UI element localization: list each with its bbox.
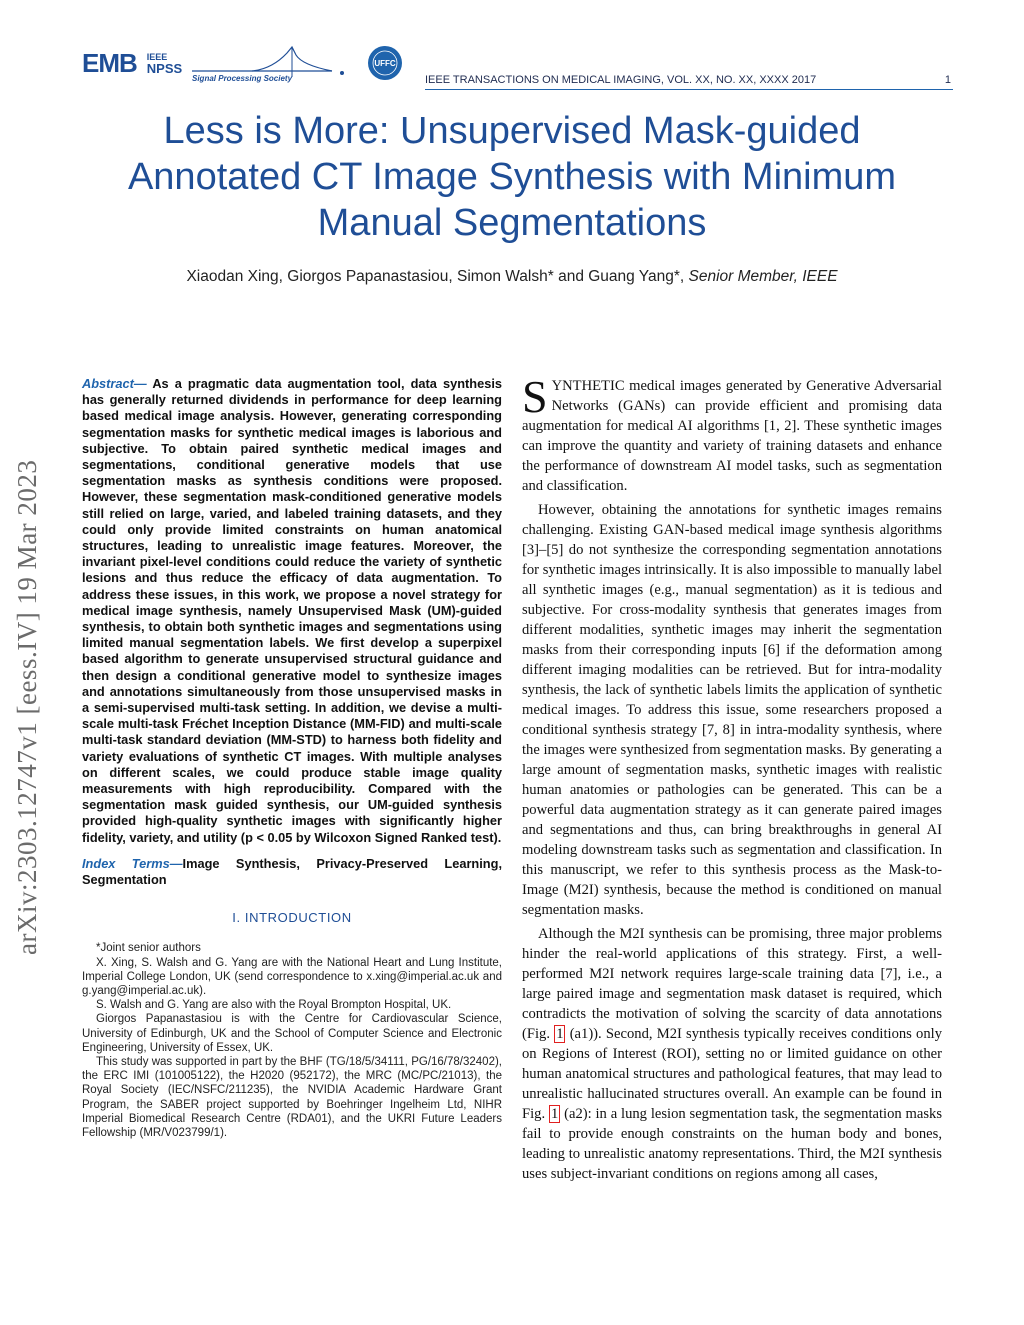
- author-names: Xiaodan Xing, Giorgos Papanastasiou, Simon Walsh* and Guang Yang*,: [186, 268, 689, 285]
- abstract: [82, 376, 502, 846]
- footnote: *Joint senior authors: [96, 942, 201, 955]
- footnote: S. Walsh and G. Yang are also with the Royal Brompton Hospital, UK.: [96, 999, 452, 1012]
- npss-logo-text: NPSS: [146, 60, 183, 76]
- paragraph-text: Although the M2I synthesis can be promising, three major problems hinder the real-world applications of this strategy. First, a well-performed M2I network requires large-scale training data [7], i.e., a large paired image and segmentation mask dataset is required, which contradicts the motivation of solving the scarcity of data annotations (Fig.: [522, 926, 942, 1042]
- journal-info: IEEE TRANSACTIONS ON MEDICAL IMAGING, VOL. XX, NO. XX, XXXX 2017: [425, 74, 817, 86]
- figure-link[interactable]: 1: [550, 1106, 559, 1122]
- footnote: Giorgos Papanastasiou is with the Centre for Cardiovascular Science, University of Edinburgh, UK and the School of Computer Science and Electronic Engineering, University of Essex, UK.: [82, 1013, 502, 1054]
- index-terms-label: Index Terms—: [82, 855, 183, 871]
- right-column: [522, 371, 943, 1188]
- uffc-logo: [367, 45, 403, 81]
- left-column: [82, 376, 502, 1140]
- abstract-label: Abstract—: [82, 376, 147, 391]
- running-head: [425, 74, 953, 90]
- footnote: X. Xing, S. Walsh and G. Yang are with the National Heart and Lung Institute, Imperial College London, UK (send correspondence to x.xing@imperial.ac.uk and g.yang@imperial.ac.uk).: [82, 956, 502, 997]
- author-membership: Senior Member, IEEE: [688, 268, 838, 285]
- section-heading-introduction: I. INTRODUCTION: [232, 910, 352, 926]
- emb-logo: EMB: [82, 47, 137, 78]
- body-paragraph: However, obtaining the annotations for synthetic images remains challenging. Existing GAN-based medical image synthesis algorithms [3]–[5] do not synthesize the corresponding segmentation annotations for synthetic images intrinsically. It is also impossible to manually label all synthetic images (e.g., manual segmentation) as it is tedious and subjective. For cross-modality synthesis that generates images from different modalities, synthetic images may inherit the segmentation masks from their corresponding inputs [6] if the deformation among different imaging modalities can be retrieved. But for intra-modality synthesis, the lack of synthetic labels limits the application of synthetic medical images. To address this issue, some researchers proposed a conditional synthesis strategy [7, 8] in intra-modality synthesis, where the images were synthesized from segmentation masks. By generating a large amount of segmentation masks, synthetic images with realistic human anatomies or pathologies can be generated. This can be a powerful data augmentation strategy as it can generate paired images and segmentations and thus, can bring breakthroughs in general AI modeling downstream tasks such as segmentation and classification. In this manuscript, we refer to this synthesis process as the Mask-to-Image (M2I) synthesis, because the method is conditioned on manual segmentation masks.: [522, 502, 942, 918]
- footnote: This study was supported in part by the BHF (TG/18/5/34111, PG/16/78/32402), the ERC IMI (101005122), the H2020 (952172), the MRC (MC/PC/21013), the Royal Society (IEC/NSFC/211235), the NVIDIA Academic Hardware Grant Program, the SABER project supported by Boehringer Ingelheim Ltd, NIHR Imperial Biomedical Research Centre (RDA01), and the UKRI Future Leaders Fellowship (MR/V023799/1).: [82, 1055, 502, 1139]
- uffc-logo-text: UFFC: [374, 59, 396, 68]
- paragraph-text: YNTHETIC medical images generated by Generative Adversarial Networks (GANs) can provide efficient and promising data augmentation for medical AI algorithms [1, 2]. These synthetic images can improve the quantity and variety of training datasets and enhance the performance of downstream AI model tasks, such as segmentation and classification.: [522, 378, 942, 494]
- index-terms: [82, 856, 502, 888]
- header-logos: [82, 42, 403, 84]
- abstract-text: As a pragmatic data augmentation tool, data synthesis has generally returned dividends in performance for deep learning based medical image analysis. However, generating corresponding segmentation masks for synthetic medical images is laborious and subjective. To obtain paired synthetic medical images and segmentations, conditional generative models that use segmentation masks as synthesis conditions were proposed. However, these segmentation mask-conditioned generative models still relied on large, varied, and labeled training datasets, and they could only provide limited constraints on human anatomical structures, leading to unrealistic image features. Moreover, the invariant pixel-level conditions could reduce the variety of synthetic lesions and thus reduce the efficacy of data augmentation. To address these issues, in this work, we propose a novel strategy for medical image synthesis, namely Unsupervised Mask (UM)-guided synthesis, to obtain both synthetic images and segmentations using limited manual segmentation labels. We first develop a superpixel based algorithm to generate unsupervised structural guidance and then design a conditional generative model to synthesize images and annotations simultaneously from those unsupervised masks in a semi-supervised multi-task setting. In addition, we devise a multi-scale multi-task Fréchet Inception Distance (MM-FID) and multi-scale multi-task standard deviation (MM-STD) to harness both fidelity and variety evaluations of synthetic CT images. With multiple analyses on different scales, we could produce stable image quality measurements with high reproducibility. Compared with the segmentation mask guided synthesis, our UM-guided synthesis provided high-quality synthetic images with significantly higher fidelity, variety, and utility (p < 0.05 by Wilcoxon Signed Ranked test).: [82, 376, 502, 845]
- ieee-npss-logo: [147, 52, 182, 75]
- author-line: [80, 268, 944, 286]
- body-paragraph: [522, 371, 942, 496]
- figure-link[interactable]: 1: [556, 1026, 564, 1042]
- sps-logo-text: Signal Processing Society: [192, 74, 293, 83]
- arxiv-stamp: arXiv:2303.12747v1 [eess.IV] 19 Mar 2023: [12, 459, 42, 955]
- footnotes: [82, 941, 502, 1140]
- drop-cap: S: [522, 371, 548, 422]
- paragraph-text: (a2): in a lung lesion segmentation task, the segmentation masks fail to provide enough constraints on the human body and bones, leading to unrealistic anatomy representations. Third, the M2I synthesis uses subject-invariant conditions on regions among all cases,: [522, 1106, 943, 1182]
- paragraph-text: (a1)). Second, M2I synthesis typically receives conditions only on Regions of Interest (ROI), setting no or limited guidance on other human anatomical structures and pathological features, that may lead to unrealistic hallucinated structures overall. An example can be found in Fig.: [522, 1026, 943, 1122]
- signal-processing-society-logo: [192, 43, 357, 83]
- page-number: 1: [944, 74, 951, 86]
- ieee-logo-text: IEEE: [146, 51, 168, 62]
- index-terms-text: Image Synthesis, Privacy-Preserved Learning, Segmentation: [82, 855, 502, 888]
- paper-title: Less is More: Unsupervised Mask-guided Annotated CT Image Synthesis with Minimum Manual Segmentations: [127, 110, 897, 244]
- body-paragraph: [522, 924, 942, 1184]
